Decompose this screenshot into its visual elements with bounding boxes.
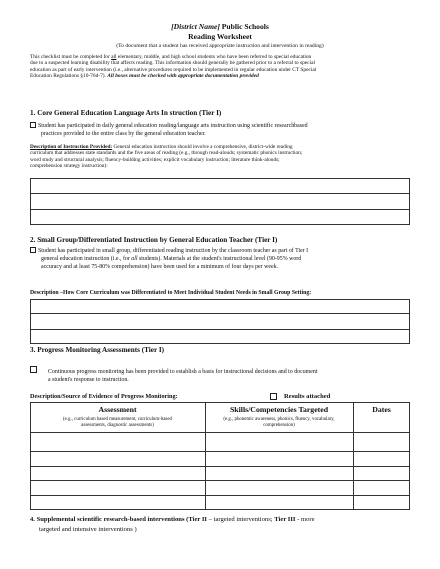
section1-desc-text: curriculum that addresses state standards and the five areas of reading (e.g., through read-alouds; systematic phonics instruction; <box>30 150 303 157</box>
section3-title: 3. Progress Monitoring Assessments (Tier I) <box>30 346 165 354</box>
section1-description <box>30 144 418 170</box>
section1-title-a: 1. Core General Education Language Arts In <box>30 109 168 117</box>
section4-title-b: – targeted interventions; <box>207 516 275 523</box>
intro-text: elementary, middle, and high school students who have been referred to special education <box>116 54 312 60</box>
section2-description-label: Description –How Core Curriculum was Differentiated to Meet Individual Student Needs in Small Group Setting: <box>30 290 312 296</box>
divider <box>30 329 410 330</box>
intro-all: all <box>111 54 117 60</box>
divider <box>30 466 410 467</box>
district-suffix: Public Schools <box>219 22 269 31</box>
district-heading <box>0 22 440 31</box>
table-header-skills: Skills/Competencies Targeted <box>229 405 329 414</box>
page-subtitle: (To document that a student has received appropriate instruction and intervention in reading) <box>116 43 324 49</box>
section2-checkbox[interactable] <box>30 247 36 253</box>
intro-text: Education Regulations §10-76d-7). <box>30 73 108 80</box>
section4-title-a: 4. Supplemental scientific research-based interventions ( <box>30 516 189 523</box>
section4-title-c: - more <box>295 516 315 523</box>
intro-paragraph <box>30 54 415 80</box>
section2-check-text: Student has participated in small group, differentiated reading instruction by the classroom teacher as part of Tier I <box>38 248 309 254</box>
section3-check-text-block <box>48 368 418 384</box>
section2-title: 2. Small Group/Differentiated Instruction by General Education Teacher (Tier I) <box>30 236 278 244</box>
section3-checkbox[interactable] <box>30 366 37 373</box>
divider <box>353 402 354 510</box>
divider <box>30 193 410 194</box>
section3-check-text: Continuous progress monitoring has been provided to establish a basis for instructional decisions and to document <box>48 369 318 375</box>
section4-title <box>30 515 420 535</box>
intro-requirement: All boxes must be checked with appropriate documentation provided <box>107 73 259 80</box>
section1-checkbox[interactable] <box>30 122 36 128</box>
section2-response-box[interactable] <box>30 299 410 344</box>
divider <box>30 209 410 210</box>
section4-tier3: Tier III <box>274 516 296 523</box>
intro-text: education as part of early intervention (i.e., alternative procedures required to be implemented in regular education under CT Special <box>30 66 317 73</box>
section1-title <box>30 109 221 117</box>
section1-desc-label: Description of Instruction Provided: <box>30 144 113 150</box>
section2-check-text: students). Materials at the student's instructional level (90-95% word <box>137 256 302 262</box>
section1-check-text: practices provided to the entire class by the general education teacher. <box>41 131 206 137</box>
table-note-assessment: (e.g., curriculum based measurement, curriculum-based assessments, diagnostic assessments) <box>63 417 172 429</box>
divider <box>30 432 410 433</box>
section1-checkbox-item <box>30 122 418 138</box>
divider <box>30 313 410 314</box>
table-header-dates: Dates <box>372 405 391 414</box>
divider <box>30 495 410 496</box>
section3-description-label: Description/Source of Evidence of Progress Monitoring: <box>30 393 178 400</box>
divider <box>30 480 410 481</box>
section3-check-text: a student's response to instruction. <box>48 377 129 383</box>
section4-line2: targeted and intensive interventions ) <box>39 526 137 533</box>
section1-title-b: struction (Tier I) <box>169 109 222 117</box>
divider <box>205 402 206 510</box>
results-attached-checkbox[interactable] <box>270 393 277 400</box>
section1-response-box[interactable] <box>30 178 410 225</box>
table-note-skills: (e.g., phonemic awareness, phonics, fluency, vocabulary, comprehension) <box>223 417 335 429</box>
results-attached-label: Results attached <box>284 393 331 400</box>
section1-desc-text: General education instruction should involve a comprehensive, district-wide reading <box>112 144 293 150</box>
section1-desc-text: word study and structural analysis; fluency-building activities; explicit vocabulary instruction; literature think-alouds; <box>30 156 280 163</box>
district-name: [District Name] <box>171 22 220 31</box>
section2-checkbox-item <box>30 247 418 271</box>
section2-check-all: all <box>131 256 138 262</box>
page-title: Reading Worksheet <box>188 32 252 41</box>
table-header-assessment: Assessment <box>98 405 137 414</box>
divider <box>30 451 410 452</box>
section1-check-text: Student has participated in daily general education reading/language arts instruction using scientific researchbased <box>38 123 308 129</box>
section4-tier2: Tier II <box>188 516 208 523</box>
section2-check-text: general education instruction (i.e., for <box>41 256 132 262</box>
section1-desc-text: comprehension strategy instruction): <box>30 163 108 170</box>
section2-check-text: accuracy and at least 75-80% comprehension) have been used for a minimum of four days per week. <box>41 264 279 270</box>
intro-text: due to a suspected learning disability that affects reading. This information should generally be gathered prior to a referral to special <box>30 60 315 67</box>
intro-text: This checklist must be completed for <box>30 54 112 60</box>
